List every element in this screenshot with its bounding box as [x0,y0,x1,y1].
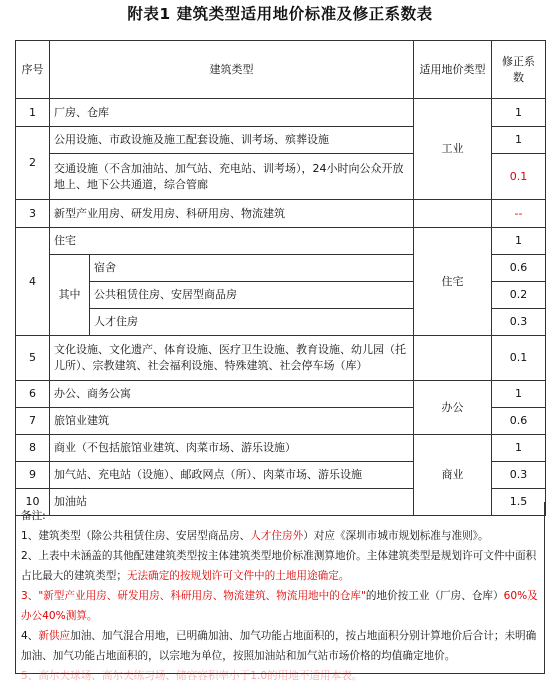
notes-section [15,502,545,682]
table-row: 交通设施（不含加油站、加气站、充电站、训考场），24小时向公众开放地上、地下公共通道，综合管廊 0.1 [16,154,546,200]
table-row: 8 商业（不包括旅馆业建筑、肉菜市场、游乐设施） 商业 1 [16,435,546,462]
note-3: 3、"新型产业用房、研发用房、科研用房、物流建筑、物流用地中的仓库"的地价按工业（厂房、仓库）60%及办公40%测算。 [21,590,538,622]
table-row: 4 住宅 住宅 1 [16,228,546,255]
notes-heading: 备注: [21,510,46,522]
land-price-table [15,40,546,516]
note-1: 1、建筑类型（除公共租赁住房、安居型商品房、人才住房外）对应《深圳市城市规划标准与准则》。 [21,530,489,542]
header-no: 序号 [16,41,50,99]
table-row: 9 加气站、充电站（设施）、邮政网点（所）、肉菜市场、游乐设施 0.3 [16,462,546,489]
header-coefficient: 修正系 数 [492,41,546,99]
table-row: 2 公用设施、市政设施及施工配套设施、训考场、殡葬设施 1 [16,127,546,154]
header-land-price-type: 适用地价类型 [414,41,492,99]
table-row: 7 旅馆业建筑 0.6 [16,408,546,435]
table-row: 5 文化设施、文化遗产、体育设施、医疗卫生设施、教育设施、幼儿园（托儿所）、宗教建筑、社会福利设施、特殊建筑、社会停车场（库） 0.1 [16,336,546,381]
land-type-office: 办公 [414,381,492,435]
table-row: 公共租赁住房、安居型商品房 0.2 [16,282,546,309]
table-row: 10 加油站 1.5 [16,489,546,516]
note-4: 4、新供应加油、加气混合用地，已明确加油、加气功能占地面积的，按占地面积分别计算地价后合计；未明确加油、加气功能占地面积的，以宗地为单位，按照加油站和加气站市场价格的均值确定地价。 [21,630,537,662]
table-row: 人才住房 0.3 [16,309,546,336]
table-row: 3 新型产业用房、研发用房、科研用房、物流建筑 -- [16,200,546,228]
table-row: 6 办公、商务公寓 办公 1 [16,381,546,408]
table-row: 1 厂房、仓库 工业 1 [16,99,546,127]
note-2: 2、上表中未涵盖的其他配建建筑类型按主体建筑类型地价标准测算地价。主体建筑类型是规划许可文件中面积占比最大的建筑类型；无法确定的按规划许可文件中的土地用途确定。 [21,550,537,582]
header-building-type: 建筑类型 [50,41,414,99]
land-type-industry: 工业 [414,99,492,200]
document-title: 附表1 建筑类型适用地价标准及修正系数表 [127,5,433,23]
table-header-row [16,41,546,99]
land-type-commercial: 商业 [414,435,492,516]
table-row: 其中 宿舍 0.6 [16,255,546,282]
note-5: 5、高尔夫球场、高尔夫练习场、储容容积率小于1.0的用地不适用本表。 [21,670,363,682]
land-type-residential: 住宅 [414,228,492,336]
